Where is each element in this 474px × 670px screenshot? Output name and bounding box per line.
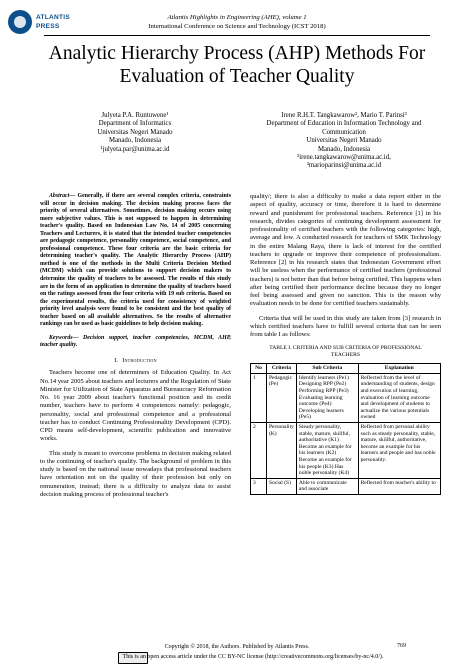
keywords (40, 335, 231, 350)
table-header-row (251, 364, 441, 374)
table-header-cell: Explanation (358, 364, 440, 374)
journal-name: Atlantis Highlights in Engineering (AHE), volume 1 (167, 14, 307, 21)
footer-license: This is an open access article under the CC BY-NC license (http://creativecommons.org/licenses/by-nc/4.0/). (122, 654, 384, 660)
page-number: 769 (397, 643, 406, 649)
running-header (0, 13, 474, 31)
table-cell-explanation: Reflected from personal ability such as steady personality, stable, mature, skillful, authoritative, become an example for his learners and people and has noble personality. (358, 423, 440, 479)
footer-copyright: Copyright © 2018, the Authors. Published by Atlantis Press. (164, 644, 310, 650)
intro-paragraph-1: Teachers become one of determiners of Education Quality. In Act No.14 year 2005 about teachers and lecturers and the Regulation of State Minister for Utilization of State Apparatus and Bureaucracy Reformation No. 16 year 2009 about teacher's functional position and its credit number, teachers have to perform 4 competences namely: pedagogic, personality, social and professional competence and a professional teacher has to conduct Continuing Professionality Development (CPD). CPD means self-development, scientific publication and innovative works. (40, 369, 231, 443)
table-cell-criteria: Personality (K) (266, 423, 296, 479)
keywords-text: — Decision support, teacher competencies, MCDM, AHP, teacher quality. (40, 334, 231, 349)
intro-paragraph-2: This study is meant to overcome problems in decision making related to the continuing of teacher's quality. The background of problem in this study is based on the national issue nowadays that professional teachers have orientation not on the quality of their profession but only on remuneration, instead; there is a difficulty to analyze data to assist decision making process of professional teacher's (40, 449, 231, 498)
table-cell-criteria: Pedagogic (Pe) (266, 373, 296, 422)
author-block-2: Irene R.H.T. Tangkawarow², Mario T. Parinsi³ Department of Education in Information Technology and Communication Universitas Negeri Manado Manado, Indonesia ²irene.tangkawarow@unima.ac.id, ³marioparinsi@unima.ac.id (266, 112, 422, 170)
criteria-table (250, 363, 441, 495)
body-paragraph-4: Criteria that will be used in this study are taken from [3] research in which certified teachers have to fulfill several criteria that can be seen from table I as follows: (250, 314, 441, 338)
paper-title: Analytic Hierarchy Process (AHP) Methods For Evaluation of Teacher Quality (48, 43, 426, 87)
publisher-name: ATLANTIS PRESS (36, 14, 71, 30)
table-cell-sub-criteria: Able to communicate and associate (296, 478, 358, 494)
author-block-1: Julyeta P.A. Runtuwene¹ Department of Informatics Universitas Negeri Manado Manado, Indonesia ¹julyeta.par@unima.ac.id (97, 112, 173, 153)
table-header-cell: Sub Criteria (296, 364, 358, 374)
table-header-cell: Criteria (266, 364, 296, 374)
table-row (251, 373, 441, 422)
abstract-label: Abstract (49, 193, 70, 199)
table-row (251, 478, 441, 494)
table-row (251, 423, 441, 479)
table-cell-sub-criteria: Steady personality, stable, mature, skillful, authoritative (K1) Become an example for his learners (K2) Become an example for his people (K3) Has noble personality (K4) (296, 423, 358, 479)
table-cell-sub-criteria: Identify learners (Pe1) Designing RPP (Pe2) Performing RPP (Pe3) Evaluating learning outcome (Pe4) Developing learners (Pe5) (296, 373, 358, 422)
conference-name: International Conference on Science and Technology (ICST 2018) (148, 23, 326, 30)
table-cell-no: 2 (251, 423, 267, 479)
right-column (250, 193, 441, 495)
body-paragraph-3: quality/; there is also a difficulty to make a data report either in the aspect of quality, accuracy or time, therefore it is hard to determine reward and punishment for professional teachers. Reference [1] in his research, divides categories of continuing development assessment for professionality of certified teachers with the following categories: high, average and low. A conducted research for teachers of SMK Technology in the entire Malang Raya, there is lack of interest for the certified teachers to upgrade or improve their competence of professionalism. Reference [2] in his research states that Indonesian Government effort will be useless when the performance of certified teachers (professional teachers) is not better than that before being certified. This happens when after being certified their performance decline because they no longer feel being assessed and given no sanction. This is the reason why evaluation needs to be done for certified teachers sustainably. (250, 193, 441, 308)
table-cell-explanation: Reflected from teacher's ability to (358, 478, 440, 494)
table-caption: TABLE I. CRITERIA AND SUB CRITERIA OF PROFESSIONAL TEACHERS (269, 345, 422, 359)
left-column (40, 193, 231, 499)
section-heading-introduction: I. Introduction (114, 357, 157, 365)
table-cell-no: 1 (251, 373, 267, 422)
table-cell-explanation: Reflected from the level of understanding of students, design and execution of learning, evaluation of learning outcome and development of students to actualize the various potentials owned (358, 373, 440, 422)
table-header-cell: No (251, 364, 267, 374)
table-cell-criteria: Social (S) (266, 478, 296, 494)
header-rule (44, 35, 430, 36)
keywords-label: Keywords (49, 334, 73, 341)
abstract (40, 193, 231, 329)
abstract-text: — Generally, if there are several complex criteria, constraints will occur in decision making. The decision making process faces the priority of several alternatives. Sometimes, decision making occurs using more subjective values. This is not supposed to happen in determining teacher's quality. Based on Indonesian Law No. 14 of 2005 concerning Teachers and Lecturers, it is stated that the intended teacher competencies are pedagogic competence, personality competence, social competence, and professional competence. These four criteria are the basic criteria for determining teacher's quality. The Analytic Hierarchy Process (AHP) method is one of the methods in the Multi Criteria Decision Method (MCDM) which can provide solutions to support decision makers to determine the quality of teachers to be assessed. The results of this study are in the form of an application to determine the quality of teachers based on the ratings assessed from the four criteria with 19 sub criteria. Based on the experimental results, the criteria used for consistency of weighted priority level analysis were found to be consistent and the best quality of teacher based on all available alternatives. So the results of alternative rankings can be used as basic guidelines to help decision making. (40, 193, 231, 328)
table-cell-no: 3 (251, 478, 267, 494)
